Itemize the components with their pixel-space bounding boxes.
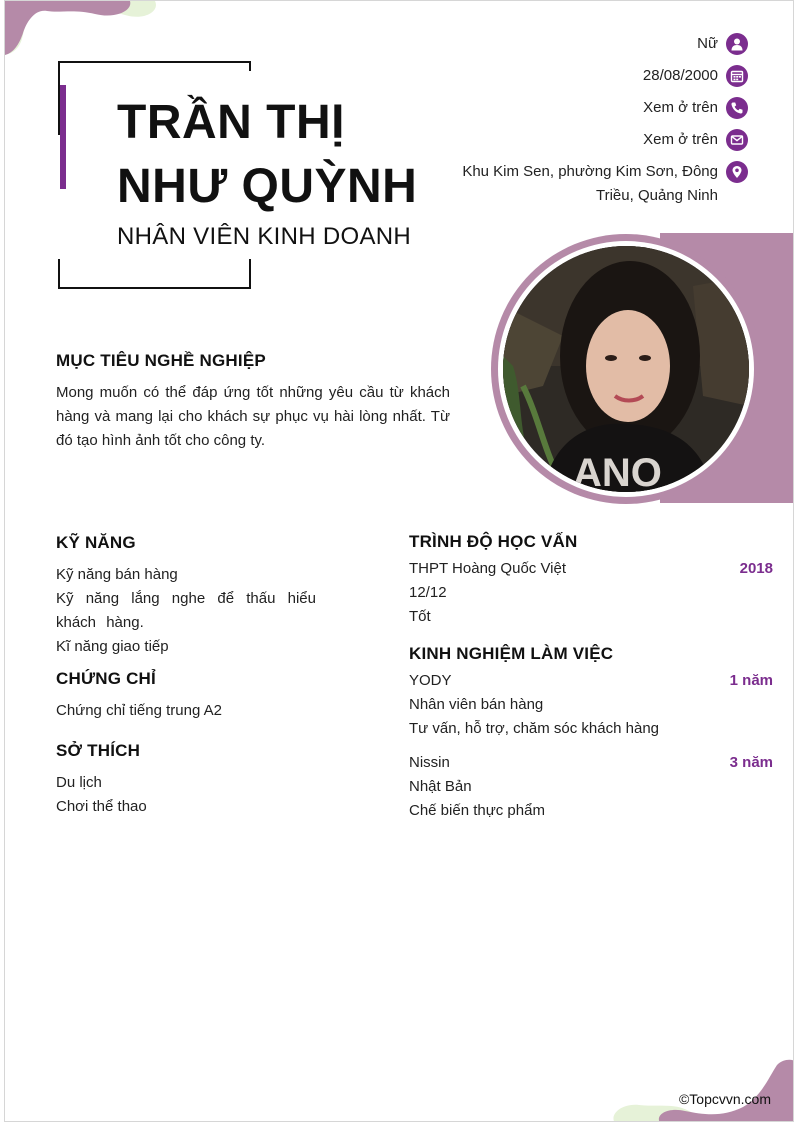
phone-text: Xem ở trên bbox=[643, 99, 718, 116]
education-title: TRÌNH ĐỘ HỌC VẤN bbox=[409, 532, 578, 551]
job-role: Nhật Bản bbox=[409, 778, 472, 795]
objective-text: Mong muốn có thể đáp ứng tốt những yêu cầu từ khách hàng và mang lại cho khách sự phục vụ hài lòng nhất. Từ đó tạo hình ảnh tốt cho công ty. bbox=[56, 384, 450, 449]
location-icon bbox=[726, 161, 748, 183]
skill-item: Kĩ năng giao tiếp bbox=[56, 638, 169, 655]
cv-page bbox=[4, 0, 794, 1122]
hobby-item: Chơi thể thao bbox=[56, 798, 147, 815]
mail-icon bbox=[726, 129, 748, 151]
full-name bbox=[117, 91, 447, 219]
skills-title: KỸ NĂNG bbox=[56, 533, 136, 552]
gender-text: Nữ bbox=[697, 35, 718, 52]
skills-list bbox=[56, 563, 316, 659]
contact-address bbox=[462, 160, 748, 208]
profile-photo bbox=[503, 246, 749, 492]
address-line-2: Triều, Quảng Ninh bbox=[595, 187, 718, 204]
education-rank: Tốt bbox=[409, 608, 431, 625]
objective-title: MỤC TIÊU NGHỀ NGHIỆP bbox=[56, 351, 266, 370]
education-year: 2018 bbox=[739, 560, 773, 577]
frame-left-bottom bbox=[58, 259, 60, 289]
job-role: Nhân viên bán hàng bbox=[409, 696, 544, 713]
top-left-decoration bbox=[5, 1, 165, 61]
hobby-item: Du lịch bbox=[56, 774, 102, 791]
job-title: NHÂN VIÊN KINH DOANH bbox=[117, 223, 412, 250]
phone-icon bbox=[726, 97, 748, 119]
certificates-title: CHỨNG CHỈ bbox=[56, 669, 156, 688]
education-school: THPT Hoàng Quốc Việt bbox=[409, 560, 567, 577]
contact-birthday bbox=[643, 64, 748, 88]
email-text: Xem ở trên bbox=[643, 131, 718, 148]
skill-item: Kỹ năng bán hàng bbox=[56, 566, 178, 583]
hobbies-list bbox=[56, 771, 147, 819]
name-line-2: NHƯ QUỲNH bbox=[117, 160, 418, 213]
hobbies-title: SỞ THÍCH bbox=[56, 741, 141, 760]
address-line-1: Khu Kim Sen, phường Kim Sơn, Đông bbox=[462, 163, 718, 180]
contact-email bbox=[643, 128, 748, 152]
education-grade: 12/12 bbox=[409, 584, 447, 601]
accent-bar bbox=[60, 85, 66, 189]
address-text bbox=[462, 160, 718, 208]
job-duration: 3 năm bbox=[729, 754, 773, 771]
frame-top bbox=[58, 61, 251, 63]
frame-bottom bbox=[58, 287, 251, 289]
contact-phone bbox=[643, 96, 748, 120]
copyright-text: ©Topcvvn.com bbox=[678, 1091, 771, 1107]
frame-right-top bbox=[249, 61, 251, 71]
job-description: Chế biến thực phẩm bbox=[409, 802, 545, 819]
birthday-text: 28/08/2000 bbox=[642, 67, 718, 84]
calendar-icon bbox=[726, 65, 748, 87]
experience-title: KINH NGHIỆM LÀM VIỆC bbox=[409, 644, 614, 663]
person-icon bbox=[726, 33, 748, 55]
job-company: Nissin bbox=[409, 754, 450, 771]
certificate-item: Chứng chỉ tiếng trung A2 bbox=[56, 702, 222, 719]
skill-item: Kỹ năng lắng nghe để thấu hiểu khách hàng. bbox=[56, 590, 316, 631]
job-duration: 1 năm bbox=[729, 672, 773, 689]
name-line-1: TRẦN THỊ bbox=[117, 96, 345, 149]
job-company: YODY bbox=[409, 672, 452, 689]
frame-right-bottom bbox=[249, 259, 251, 289]
job-description: Tư vấn, hỗ trợ, chăm sóc khách hàng bbox=[409, 720, 659, 737]
svg-text:ANO: ANO bbox=[573, 451, 662, 492]
contact-gender bbox=[697, 32, 748, 56]
